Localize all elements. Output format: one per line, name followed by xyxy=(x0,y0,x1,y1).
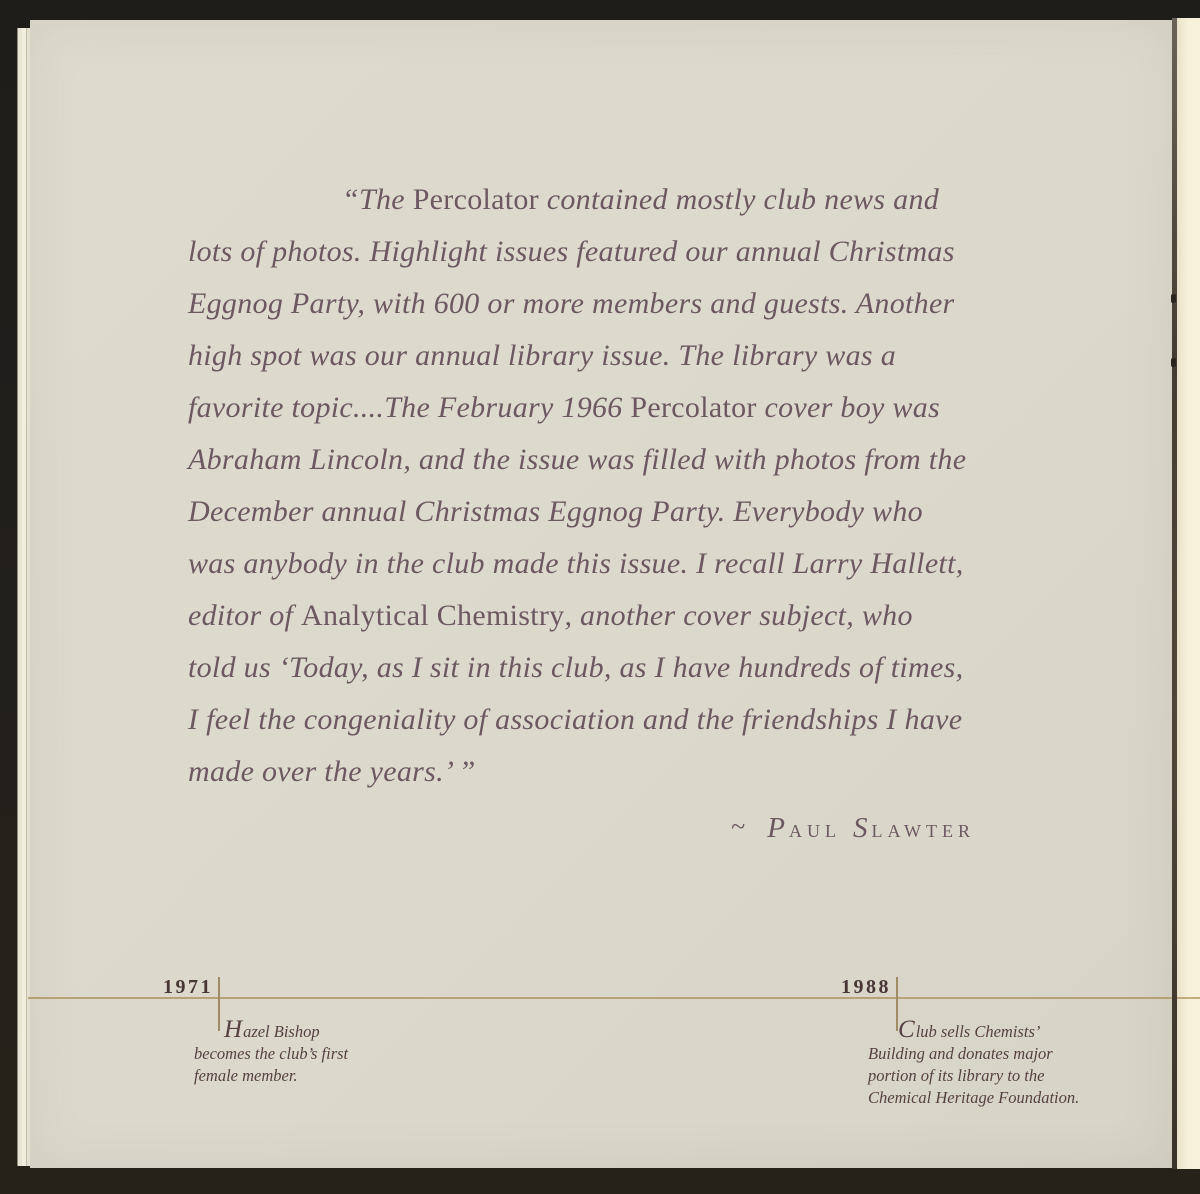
quote-line: “The Percolator contained mostly club news and xyxy=(342,183,940,216)
facing-page-timeline-segment xyxy=(1177,997,1200,999)
quote-line: favorite topic....The February 1966 Percolator cover boy was xyxy=(188,391,941,424)
quote-line: was anybody in the club made this issue. I recall Larry Hallett, xyxy=(188,547,964,580)
quote-line: Abraham Lincoln, and the issue was filled with photos from the xyxy=(188,443,967,476)
quote-text xyxy=(188,174,966,798)
attribution-first-name: PAUL xyxy=(767,812,841,844)
quote-line: editor of Analytical Chemistry, another cover subject, who xyxy=(188,599,913,632)
quote-line: told us ‘Today, as I sit in this club, as I have hundreds of times, xyxy=(188,651,964,684)
timeline-year-1971: 1971 xyxy=(163,976,213,998)
timeline-caption-1988: Club sells Chemists’ Building and donates major portion of its library to the Chemical Heritage Foundation. xyxy=(868,1016,1080,1107)
quote-line: I feel the congeniality of association and the friendships I have xyxy=(188,703,963,736)
binding-stitch-mark xyxy=(1171,358,1176,367)
quote-line: December annual Christmas Eggnog Party. Everybody who xyxy=(188,495,923,528)
binding-stitch-mark xyxy=(1171,294,1176,303)
timeline-caption-1971: Hazel Bishop becomes the club’s first female member. xyxy=(194,1016,349,1085)
book-page xyxy=(30,20,1172,1168)
quote-line: made over the years.’ ” xyxy=(188,755,476,788)
page-stack-edge xyxy=(17,28,30,1166)
facing-page-sliver xyxy=(1177,18,1200,1169)
quote-line: Eggnog Party, with 600 or more members and guests. Another xyxy=(188,287,955,320)
quote-attribution xyxy=(731,812,975,845)
attribution-tilde: ~ xyxy=(731,812,746,841)
attribution-last-name: SLAWTER xyxy=(852,812,975,844)
quote-line: lots of photos. Highlight issues featured our annual Christmas xyxy=(188,235,955,268)
quote-line: high spot was our annual library issue. The library was a xyxy=(188,339,896,372)
timeline-year-1988: 1988 xyxy=(841,976,891,998)
